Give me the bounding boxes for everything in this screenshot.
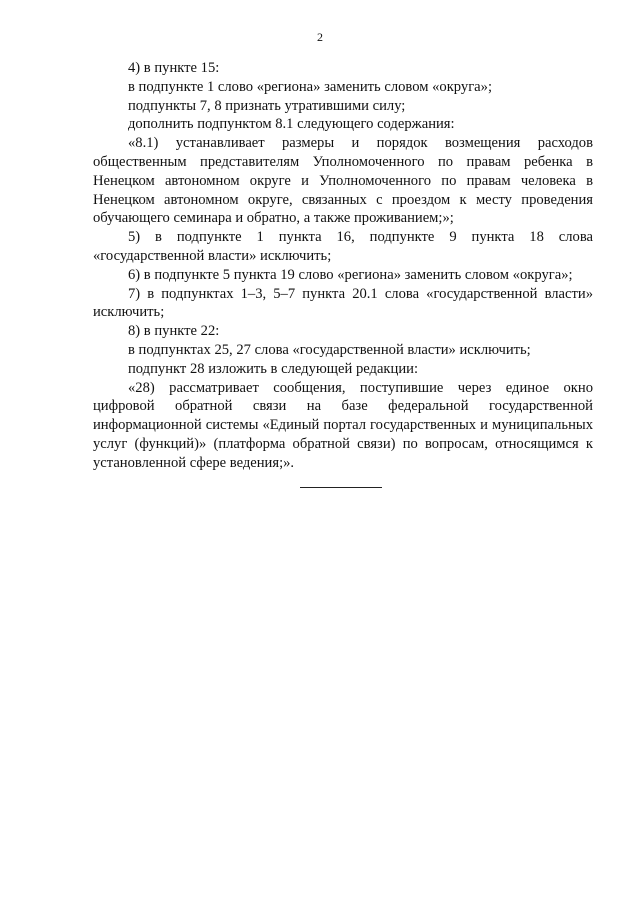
paragraph: 5) в подпункте 1 пункта 16, подпункте 9 пункта 18 слова «государственной власти» исключить; <box>93 229 593 264</box>
paragraph: «8.1) устанавливает размеры и порядок возмещения расходов общественным представителям Уполномоченного по правам ребенка в Ненецком автономном округе и Уполномоченного по правам человека в Ненецком автономном округе, связанных с проездом к месту проведения обучающего семинара и обратно, а также проживанием;»; <box>93 135 593 227</box>
paragraph: 6) в подпункте 5 пункта 19 слово «региона» заменить словом «округа»; <box>128 266 573 283</box>
paragraph: «28) рассматривает сообщения, поступившие через единое окно цифровой обратной связи на базе федеральной государственной информационной системы «Единый портал государственных и муниципальных услуг (функций)» (платформа обратной связи) по вопросам, относящимся к установленной сфере ведения;». <box>93 379 593 471</box>
paragraph: подпункт 28 изложить в следующей редакции: <box>128 360 419 377</box>
page-number: 2 <box>317 30 323 44</box>
end-divider-line <box>300 487 382 488</box>
paragraph: в подпунктах 25, 27 слова «государственной власти» исключить; <box>128 341 531 358</box>
document-body <box>93 59 593 473</box>
paragraph: дополнить подпунктом 8.1 следующего содержания: <box>128 116 455 133</box>
paragraph: подпункты 7, 8 признать утратившими силу; <box>128 97 406 114</box>
paragraph: в подпункте 1 слово «региона» заменить словом «округа»; <box>128 78 493 95</box>
paragraph: 8) в пункте 22: <box>128 323 220 340</box>
paragraph: 4) в пункте 15: <box>128 60 220 76</box>
paragraph: 7) в подпунктах 1–3, 5–7 пункта 20.1 слова «государственной власти» исключить; <box>93 285 593 321</box>
